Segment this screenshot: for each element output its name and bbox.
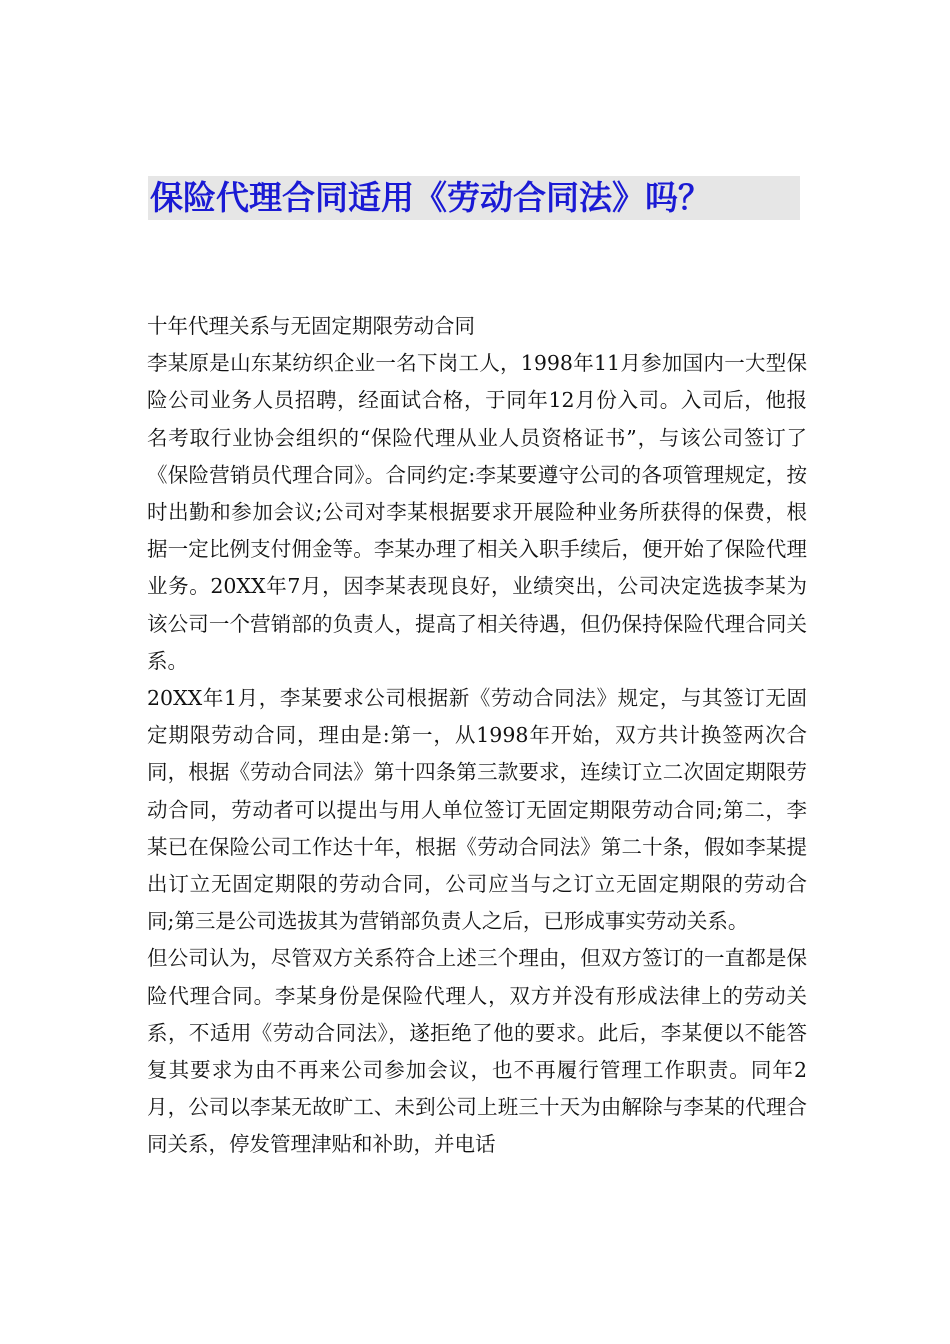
document-title: 保险代理合同适用《劳动合同法》吗？ <box>150 178 711 217</box>
document-body <box>147 308 807 1164</box>
paragraph: 20XX年1月，李某要求公司根据新《劳动合同法》规定，与其签订无固定期限劳动合同，理由是:第一，从1998年开始，双方共计换签两次合同，根据《劳动合同法》第十四条第三款要求，连续订立二次固定期限劳动合同，劳动者可以提出与用人单位签订无固定期限劳动合同;第二，李某已在保险公司工作达十年，根据《劳动合同法》第二十条，假如李某提出订立无固定期限的劳动合同，公司应当与之订立无固定期限的劳动合同;第三是公司选拔其为营销部负责人之后，已形成事实劳动关系。 <box>147 686 807 934</box>
paragraph: 但公司认为，尽管双方关系符合上述三个理由，但双方签订的一直都是保险代理合同。李某身份是保险代理人，双方并没有形成法律上的劳动关系，不适用《劳动合同法》，遂拒绝了他的要求。此后，李某便以不能答复其要求为由不再来公司参加会议，也不再履行管理工作职责。同年2月，公司以李某无故旷工、未到公司上班三十天为由解除与李某的代理合同关系，停发管理津贴和补助，并电话 <box>147 946 807 1157</box>
paragraph: 李某原是山东某纺织企业一名下岗工人，1998年11月参加国内一大型保险公司业务人员招聘，经面试合格，于同年12月份入司。入司后，他报名考取行业协会组织的“保险代理从业人员资格证书”，与该公司签订了《保险营销员代理合同》。合同约定:李某要遵守公司的各项管理规定，按时出勤和参加会议;公司对李某根据要求开展险种业务所获得的保费，根据一定比例支付佣金等。李某办理了相关入职手续后，便开始了保险代理业务。20XX年7月，因李某表现良好，业绩突出，公司决定选拔李某为该公司一个营销部的负责人，提高了相关待遇，但仍保持保险代理合同关系。 <box>147 351 807 673</box>
section-heading: 十年代理关系与无固定期限劳动合同 <box>147 314 475 338</box>
